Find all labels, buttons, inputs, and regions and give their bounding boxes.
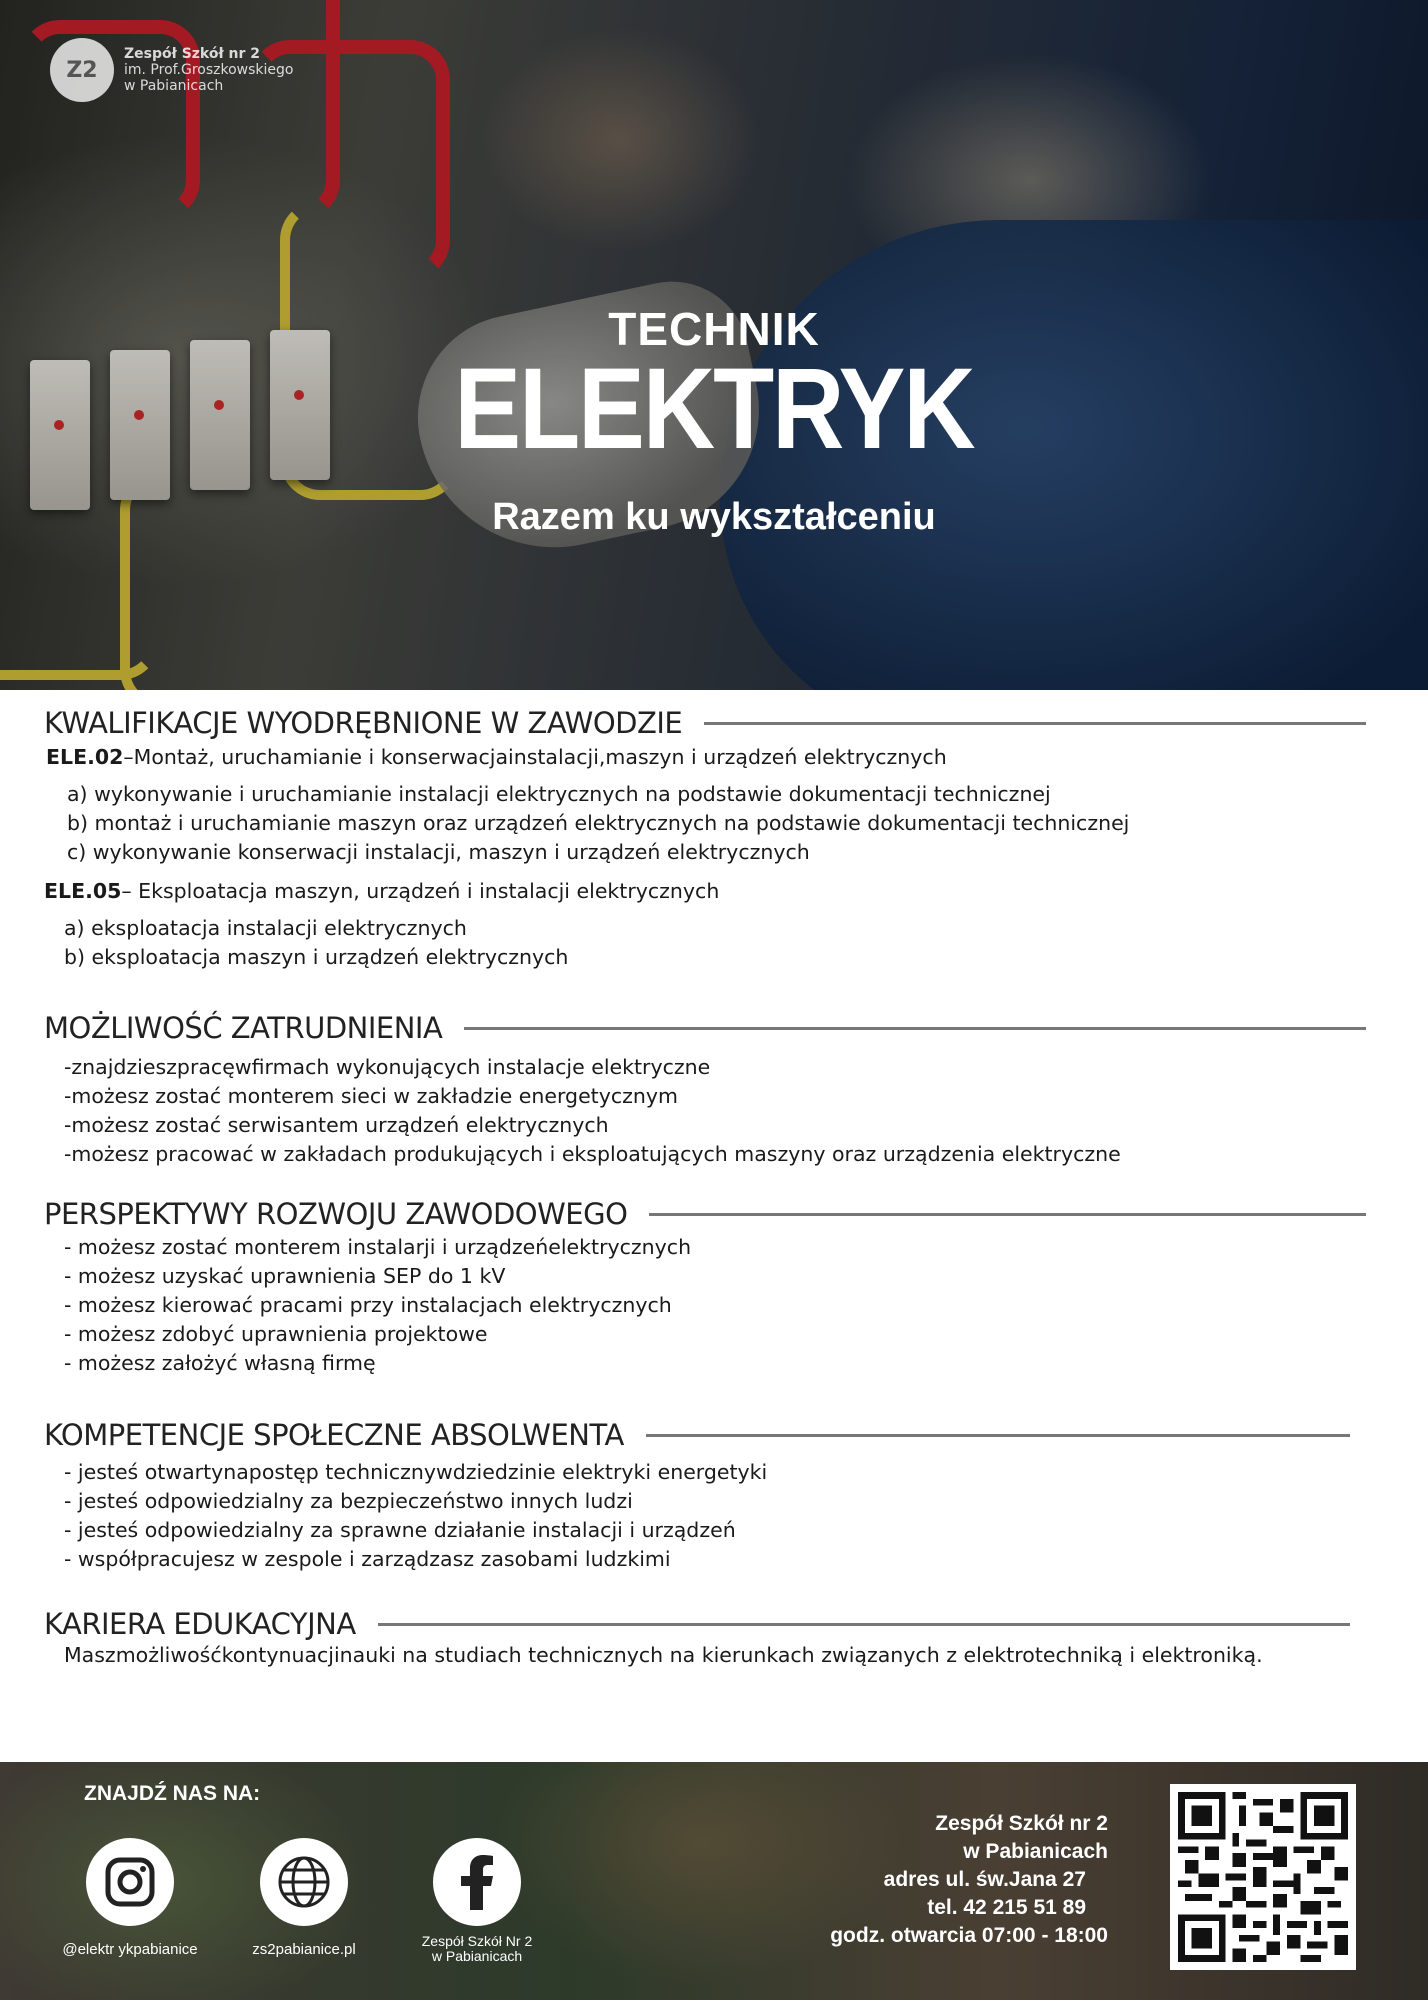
list-item: -możesz zostać serwisantem urządzeń elektrycznych bbox=[64, 1113, 609, 1137]
globe-icon[interactable] bbox=[260, 1838, 348, 1926]
title-elektryk: ELEKTRYK bbox=[454, 344, 974, 474]
list-item: - możesz kierować pracami przy instalacjach elektrycznych bbox=[64, 1293, 672, 1317]
perspectives-heading: PERSPEKTYWY ROZWOJU ZAWODOWEGO bbox=[44, 1197, 628, 1231]
list-item: -znajdzieszpracęwfirmach wykonujących instalacje elektryczne bbox=[64, 1055, 711, 1079]
facebook-name[interactable]: Zespół Szkół Nr 2 w Pabianicach bbox=[421, 1933, 533, 1964]
ele05-title: ELE.05– Eksploatacja maszyn, urządzeń i instalacji elektrycznych bbox=[44, 879, 720, 903]
list-item: -możesz zostać monterem sieci w zakładzie energetycznym bbox=[64, 1084, 678, 1108]
hero-banner bbox=[0, 0, 1428, 690]
logo-line2: im. Prof.Groszkowskiego bbox=[124, 62, 294, 78]
perspectives-section bbox=[44, 1197, 1366, 1378]
hours-line: godz. otwarcia 07:00 - 18:00 bbox=[830, 1924, 1108, 1947]
logo-line1: Zespół Szkół nr 2 bbox=[124, 46, 261, 62]
list-item: - jesteś odpowiedzialny za bezpieczeństwo innych ludzi bbox=[64, 1489, 633, 1513]
list-item: - współpracujesz w zespole i zarządzasz zasobami ludzkimi bbox=[64, 1547, 671, 1571]
facebook-icon[interactable] bbox=[433, 1838, 521, 1926]
contact-address bbox=[830, 1810, 1108, 1950]
qualifications-heading: KWALIFIKACJE WYODRĘBNIONE W ZAWODZIE bbox=[44, 706, 683, 740]
address-line: adres ul. św.Jana 27 bbox=[883, 1868, 1086, 1891]
list-item: c) wykonywanie konserwacji instalacji, maszyn i urządzeń elektrycznych bbox=[67, 840, 810, 864]
list-item: -możesz pracować w zakładach produkujących i eksploatujących maszyny oraz urządzenia elektryczne bbox=[64, 1142, 1121, 1166]
instagram-handle[interactable]: @elektr ykpabianice bbox=[62, 1941, 198, 1958]
competences-section bbox=[44, 1418, 1350, 1574]
career-section bbox=[44, 1607, 1350, 1670]
employment-heading: MOŻLIWOŚĆ ZATRUDNIENIA bbox=[44, 1011, 443, 1045]
website-url[interactable]: zs2pabianice.pl bbox=[252, 1941, 356, 1958]
career-heading: KARIERA EDUKACYJNA bbox=[44, 1607, 356, 1641]
list-item: b) eksploatacja maszyn i urządzeń elektrycznych bbox=[64, 945, 569, 969]
list-item: b) montaż i uruchamianie maszyn oraz urządzeń elektrycznych na podstawie dokumentacji technicznej bbox=[67, 811, 1130, 835]
school-logo bbox=[50, 38, 293, 102]
find-us-label: ZNAJDŹ NAS NA: bbox=[84, 1782, 261, 1805]
heading-divider bbox=[704, 722, 1366, 725]
list-item: - możesz założyć własną firmę bbox=[64, 1351, 376, 1375]
ele02-title: ELE.02–Montaż, uruchamianie i konserwacjainstalacji,maszyn i urządzeń elektrycznych bbox=[46, 745, 947, 769]
phone-line: tel. 42 215 51 89 bbox=[927, 1896, 1086, 1919]
title-technik: TECHNIK bbox=[608, 303, 820, 355]
competences-heading: KOMPETENCJE SPOŁECZNE ABSOLWENTA bbox=[44, 1418, 624, 1452]
qr-code[interactable] bbox=[1170, 1784, 1356, 1970]
website-link[interactable] bbox=[224, 1838, 384, 1957]
address-line: Zespół Szkół nr 2 bbox=[935, 1812, 1108, 1835]
heading-divider bbox=[646, 1434, 1350, 1437]
facebook-link[interactable] bbox=[397, 1838, 557, 1964]
list-item: - jesteś odpowiedzialny za sprawne działanie instalacji i urządzeń bbox=[64, 1518, 736, 1542]
instagram-link[interactable] bbox=[50, 1838, 210, 1957]
logo-line3: w Pabianicach bbox=[124, 78, 224, 94]
list-item: a) wykonywanie i uruchamianie instalacji elektrycznych na podstawie dokumentacji technicznej bbox=[67, 782, 1051, 806]
qualifications-section bbox=[44, 706, 1366, 972]
list-item: - jesteś otwartynapostęp technicznywdziedzinie elektryki energetyki bbox=[64, 1460, 768, 1484]
heading-divider bbox=[464, 1027, 1366, 1030]
school-logo-icon: Z2 bbox=[50, 38, 114, 102]
heading-divider bbox=[649, 1213, 1366, 1216]
list-item: - możesz zdobyć uprawnienia projektowe bbox=[64, 1322, 488, 1346]
list-item: - możesz zostać monterem instalarji i urządzeńelektrycznych bbox=[64, 1235, 692, 1259]
heading-divider bbox=[378, 1623, 1350, 1626]
career-text: Maszmożliwośćkontynuacjinauki na studiach technicznych na kierunkach związanych z elektrotechniką i elektroniką. bbox=[64, 1643, 1263, 1667]
footer bbox=[0, 1762, 1428, 2000]
employment-section bbox=[44, 1011, 1366, 1169]
tagline: Razem ku wykształceniu bbox=[492, 496, 936, 538]
instagram-icon[interactable] bbox=[86, 1838, 174, 1926]
list-item: a) eksploatacja instalacji elektrycznych bbox=[64, 916, 467, 940]
address-line: w Pabianicach bbox=[963, 1840, 1108, 1863]
list-item: - możesz uzyskać uprawnienia SEP do 1 kV bbox=[64, 1264, 506, 1288]
